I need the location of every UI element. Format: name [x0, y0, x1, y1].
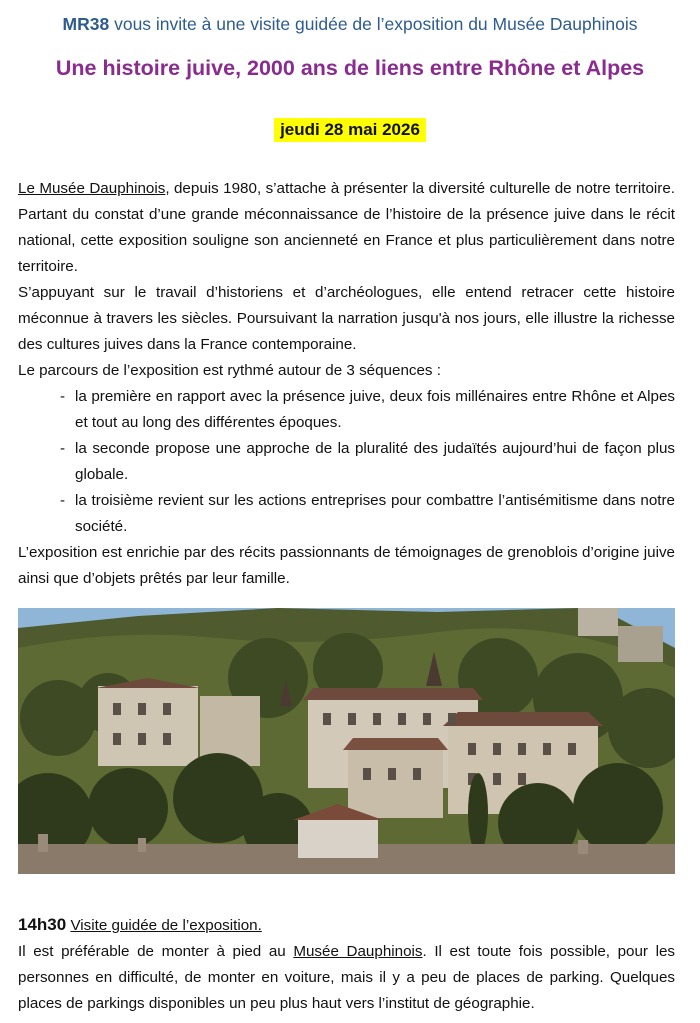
access-text-start: Il est préférable de monter à pied au: [18, 943, 294, 960]
exhibition-title: Une histoire juive, 2000 ans de liens entre Rhône et Alpes: [55, 56, 645, 80]
sequence-list: [18, 384, 675, 540]
fortress-wall: [618, 626, 663, 662]
list-item: - la troisième revient sur les actions entreprises pour combattre l’antisémitisme dans notre société.: [60, 488, 675, 540]
fortress-wall: [578, 608, 618, 636]
intro-paragraph: [18, 176, 675, 280]
description: [18, 176, 675, 592]
visit-time: 14h30: [18, 915, 67, 934]
testimonies-paragraph: L’exposition est enrichie par des récits passionnants de témoignages de grenoblois d’origine juive ainsi que d’objets prêtés par leur famille.: [18, 544, 675, 587]
museum-photo: [18, 608, 675, 874]
museum-hillside-illustration: [18, 608, 675, 874]
museum-link[interactable]: Le Musée Dauphinois: [18, 180, 166, 197]
visit-details: [18, 912, 675, 1017]
org-name: MR38: [62, 14, 110, 34]
invite-text: vous invite à une visite guidée de l’exposition du Musée Dauphinois: [109, 14, 638, 34]
access-text-end: . Il est toute fois possible, pour les personnes en difficulté, de monter en voiture, mais il y a peu de places de parking. Quelques places de parkings disponibles un peu plus haut vers l’institut de géographie.: [18, 943, 676, 1012]
list-item: - la seconde propose une approche de la pluralité des judaïtés aujourd’hui de façon plus globale.: [60, 436, 675, 488]
header-line: [0, 14, 700, 35]
visit-heading: [18, 912, 675, 939]
sequences-intro: Le parcours de l’exposition est rythmé autour de 3 séquences :: [18, 362, 441, 379]
museum-link[interactable]: Musée Dauphinois: [293, 943, 423, 960]
historians-paragraph: S’appuyant sur le travail d’historiens et d’archéologues, elle entend retracer cette histoire méconnue à travers les siècles. Poursuivant la narration jusqu'à nos jours, elle illustre la richesse des cultures juives dans la France contemporaine.: [18, 284, 675, 353]
event-date: jeudi 28 mai 2026: [274, 118, 426, 142]
list-item: - la première en rapport avec la présence juive, deux fois millénaires entre Rhône et Alpes et tout au long des différentes époques.: [60, 384, 675, 436]
intro-text: , depuis 1980, s’attache à présenter la diversité culturelle de notre territoire. Partant du constat d’une grande méconnaissance de l’histoire de la présence juive dans le récit national, cette exposition souligne son ancienneté en France et plus particulièrement dans notre territoire.: [18, 180, 675, 275]
visit-label: Visite guidée de l’exposition.: [70, 917, 262, 934]
date-container: [0, 118, 700, 142]
access-info: [18, 939, 675, 1017]
